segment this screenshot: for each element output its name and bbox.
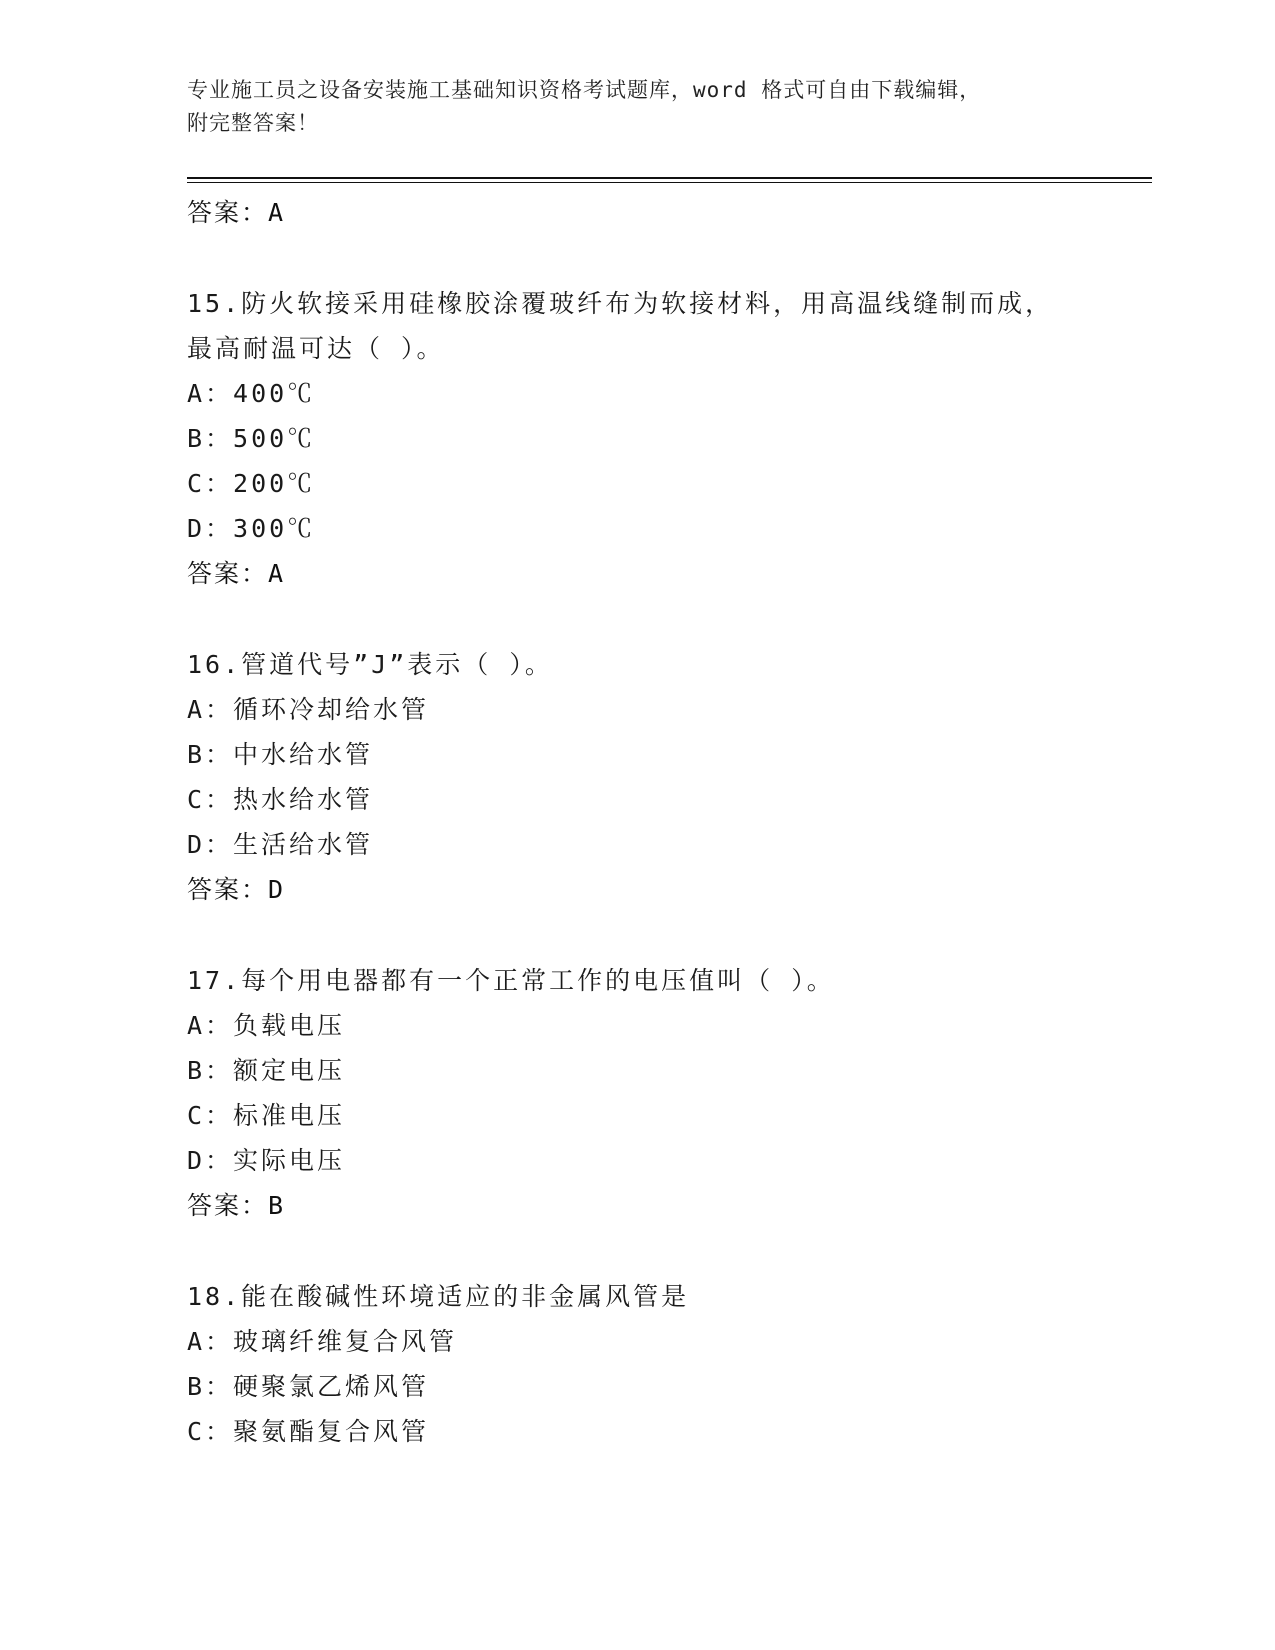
option-a: A：玻璃纤维复合风管 xyxy=(187,1327,458,1356)
option-b: B：硬聚氯乙烯风管 xyxy=(187,1372,430,1401)
option-c: C：聚氨酯复合风管 xyxy=(187,1417,430,1446)
answer-label: 答案： xyxy=(187,1191,269,1220)
option-c: C：200℃ xyxy=(187,469,316,498)
answer-value: B xyxy=(268,1191,286,1220)
question-15 xyxy=(187,281,1147,596)
question-text: 17.每个用电器都有一个正常工作的电压值叫（ ）。 xyxy=(187,966,835,995)
question-text-continued: 最高耐温可达（ ）。 xyxy=(187,334,445,363)
header-rule-thick xyxy=(187,177,1152,179)
option-b: B：500℃ xyxy=(187,424,316,453)
answer-label: 答案： xyxy=(187,198,269,227)
question-list xyxy=(187,190,1147,1454)
spacer xyxy=(187,235,1147,281)
header-line-2: 附完整答案！ xyxy=(187,111,319,135)
option-d: D：300℃ xyxy=(187,514,316,543)
option-c: C：标准电压 xyxy=(187,1101,346,1130)
question-16 xyxy=(187,642,1147,912)
option-d: D：实际电压 xyxy=(187,1146,346,1175)
answer-label: 答案： xyxy=(187,559,269,588)
spacer xyxy=(187,1228,1147,1274)
spacer xyxy=(187,596,1147,642)
option-b: B：额定电压 xyxy=(187,1056,346,1085)
header-rule-thin xyxy=(187,182,1152,183)
option-a: A：负载电压 xyxy=(187,1011,346,1040)
option-a: A：循环冷却给水管 xyxy=(187,695,430,724)
header-line-1: 专业施工员之设备安装施工基础知识资格考试题库，word 格式可自由下载编辑， xyxy=(187,78,982,102)
question-answer xyxy=(187,551,1147,596)
option-a: A：400℃ xyxy=(187,379,316,408)
answer-label: 答案： xyxy=(187,875,269,904)
option-c: C：热水给水管 xyxy=(187,785,374,814)
previous-answer xyxy=(187,190,1147,235)
question-17 xyxy=(187,958,1147,1228)
document-header xyxy=(187,74,1067,140)
question-text: 15.防火软接采用硅橡胶涂覆玻纤布为软接材料，用高温线缝制而成， xyxy=(187,289,1054,318)
answer-value: A xyxy=(268,198,286,227)
question-text: 16.管道代号”J”表示（ ）。 xyxy=(187,650,553,679)
option-b: B：中水给水管 xyxy=(187,740,374,769)
option-d: D：生活给水管 xyxy=(187,830,374,859)
answer-value: D xyxy=(268,875,286,904)
question-answer xyxy=(187,867,1147,912)
question-18 xyxy=(187,1274,1147,1454)
spacer xyxy=(187,912,1147,958)
question-answer xyxy=(187,1183,1147,1228)
answer-value: A xyxy=(268,559,286,588)
question-text: 18.能在酸碱性环境适应的非金属风管是 xyxy=(187,1282,690,1311)
